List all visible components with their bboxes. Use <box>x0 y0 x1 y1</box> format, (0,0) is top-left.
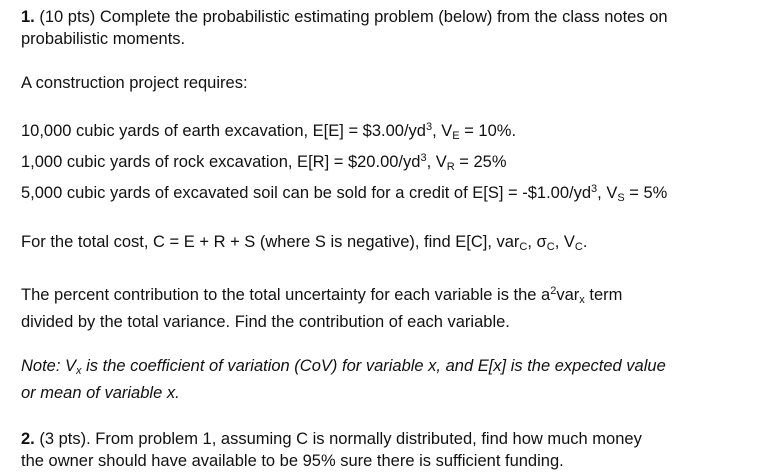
problem2-number: 2. <box>21 430 35 448</box>
contribution-question-line2: divided by the total variance. Find the contribution of each variable. <box>21 313 510 331</box>
problem1-number: 1. <box>21 8 35 26</box>
note: Note: $V_x$ is the coefficient of variation (CoV) for variable x, and E[x] is the expected value <box>21 357 666 377</box>
problem1-heading <box>21 6 756 28</box>
requirement-soil-credit: 5,000 cubic yards of excavated soil can be sold for a credit of $E[S] = -\$1.00/yd^3$, $V_S = 5\%$ <box>21 183 668 204</box>
problem2-line2: the owner should have available to be 95% sure there is sufficient funding. <box>21 452 564 470</box>
problem1-intro: A construction project requires: <box>21 74 248 92</box>
contribution-question: The percent contribution to the total uncertainty for each variable is the $a^2var_x$ term <box>21 285 623 306</box>
total-cost-question: For the total cost, C = E + R + S (where S is negative), find E[C], var$_C$, $\sigma_C$, $V_C$. <box>21 233 588 253</box>
problem1-heading-text: (10 pts) Complete the probabilistic estimating problem (below) from the class notes on <box>34 8 668 26</box>
problem2-heading: 2. (3 pts). From problem 1, assuming C is normally distributed, find how much money <box>21 430 642 448</box>
problem1-heading-line2: probabilistic moments. <box>21 30 186 48</box>
requirement-earth-excavation: 10,000 cubic yards of earth excavation, $E[E] = \$3.00/yd^3$, $V_E = 10\%$. <box>21 121 517 142</box>
requirement-rock-excavation: 1,000 cubic yards of rock excavation, $E[R] = \$20.00/yd^3$, $V_R = 25\%$ <box>21 152 507 173</box>
note-line2: or mean of variable x. <box>21 384 180 402</box>
problem-document <box>21 6 756 472</box>
